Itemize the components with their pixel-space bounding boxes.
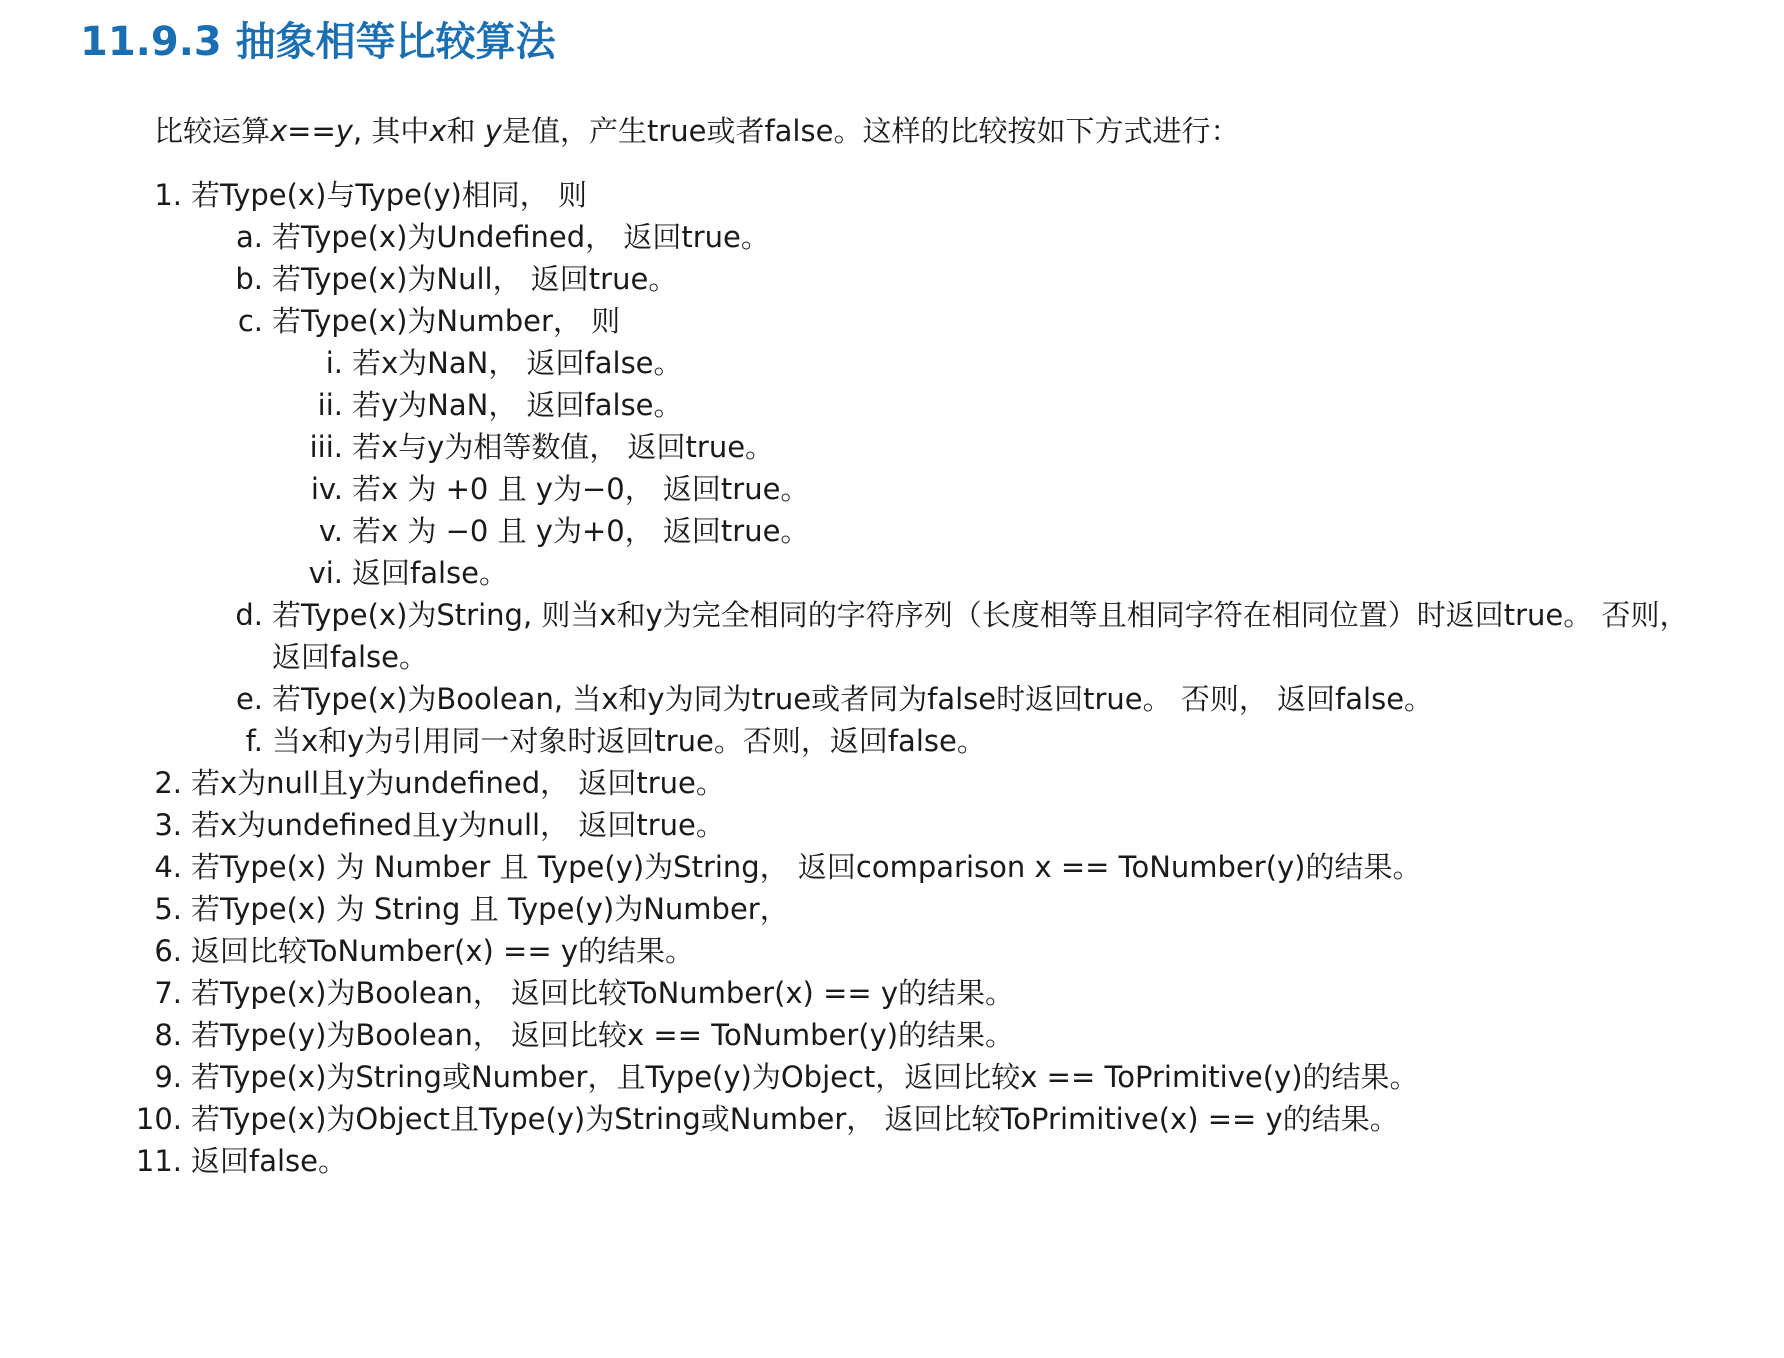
step-number: 6. [154, 934, 182, 968]
step-text: 若Type(x)为Boolean, 当x和y为同为true或者同为false时返回true。 否则， 返回false。 [272, 682, 1434, 716]
step-1c-iv [310, 466, 810, 512]
step-1c-ii [317, 382, 683, 428]
step-number: 2. [154, 766, 182, 800]
step-2 [154, 760, 725, 806]
intro-var-x: x [429, 114, 447, 148]
step-number: 11. [135, 1144, 182, 1178]
step-9 [154, 1054, 1419, 1100]
step-10 [135, 1096, 1399, 1142]
intro-expression: x==y [270, 114, 353, 148]
step-number: 7. [154, 976, 182, 1010]
step-number: ii. [317, 388, 343, 422]
step-number: 1. [154, 178, 182, 212]
step-text: 返回false。 [191, 1144, 347, 1178]
step-number: 5. [154, 892, 182, 926]
step-number: c. [237, 304, 263, 338]
step-text: 返回false。 [352, 556, 508, 590]
step-number: d. [235, 598, 263, 632]
step-1d-continued [272, 634, 428, 680]
step-text: 若Type(x)为String, 则当x和y为完全相同的字符序列（长度相等且相同字符在相同位置）时返回true。 否则， [272, 598, 1689, 632]
step-number: 8. [154, 1018, 182, 1052]
step-number: 9. [154, 1060, 182, 1094]
step-1d [235, 592, 1689, 638]
step-text: 若x为undefined且y为null， 返回true。 [191, 808, 725, 842]
intro-text-1: 比较运算 [154, 114, 271, 148]
section-heading: 11.9.3 抽象相等比较算法 [80, 19, 556, 65]
step-number: iii. [309, 430, 343, 464]
step-text: 若x 为 +0 且 y为−0， 返回true。 [352, 472, 810, 506]
step-text: 若Type(y)为Boolean， 返回比较x == ToNumber(y)的结果。 [191, 1018, 1015, 1052]
step-text: 若x为NaN， 返回false。 [352, 346, 683, 380]
step-1e [235, 676, 1434, 722]
step-number: 10. [135, 1102, 182, 1136]
step-text: 若Type(x)为Boolean， 返回比较ToNumber(x) == y的结果。 [191, 976, 1015, 1010]
intro-text-4: 是值，产生true或者false。这样的比较按如下方式进行： [501, 114, 1240, 148]
step-text: 若Type(x) 为 String 且 Type(y)为Number， [191, 892, 789, 926]
step-6 [154, 928, 695, 974]
step-3 [154, 802, 725, 848]
step-11 [135, 1138, 347, 1184]
step-1c-i [325, 340, 683, 386]
step-text: 若y为NaN， 返回false。 [352, 388, 683, 422]
step-text: 若Type(x)为Number， 则 [272, 304, 621, 338]
step-number: f. [245, 724, 263, 758]
step-1a [236, 214, 770, 260]
step-1b [235, 256, 678, 302]
step-4 [154, 844, 1422, 890]
step-text: 当x和y为引用同一对象时返回true。否则，返回false。 [272, 724, 986, 758]
step-1 [154, 172, 588, 218]
step-7 [154, 970, 1015, 1016]
intro-text-2: , 其中 [352, 114, 430, 148]
step-1c [237, 298, 621, 344]
step-number: iv. [310, 472, 343, 506]
step-number: a. [236, 220, 263, 254]
step-number: v. [318, 514, 343, 548]
step-text: 若Type(x)为Null， 返回true。 [272, 262, 678, 296]
step-1c-v [318, 508, 810, 554]
step-1f [245, 718, 986, 764]
step-text: 若Type(x)为Object且Type(y)为String或Number， 返回比较ToPrimitive(x) == y的结果。 [191, 1102, 1399, 1136]
step-1c-iii [309, 424, 775, 470]
step-text: 返回false。 [272, 640, 428, 674]
step-5 [154, 886, 789, 932]
step-number: e. [235, 682, 263, 716]
step-8 [154, 1012, 1015, 1058]
step-text: 若Type(x)为String或Number，且Type(y)为Object，返回比较x == ToPrimitive(y)的结果。 [191, 1060, 1419, 1094]
step-text: 若Type(x)与Type(y)相同， 则 [191, 178, 588, 212]
step-text: 若Type(x) 为 Number 且 Type(y)为String， 返回comparison x == ToNumber(y)的结果。 [191, 850, 1422, 884]
intro-var-y: y [484, 114, 502, 148]
step-number: 4. [154, 850, 182, 884]
intro-text-3: 和 [446, 114, 485, 148]
step-number: i. [325, 346, 343, 380]
step-text: 若x与y为相等数值， 返回true。 [352, 430, 775, 464]
step-number: b. [235, 262, 263, 296]
step-1c-vi [308, 550, 508, 596]
step-number: 3. [154, 808, 182, 842]
step-number: vi. [308, 556, 343, 590]
step-text: 返回比较ToNumber(x) == y的结果。 [191, 934, 695, 968]
step-text: 若x 为 −0 且 y为+0， 返回true。 [352, 514, 810, 548]
intro-paragraph [154, 108, 1239, 154]
step-text: 若x为null且y为undefined， 返回true。 [191, 766, 725, 800]
step-text: 若Type(x)为Undefined， 返回true。 [272, 220, 770, 254]
